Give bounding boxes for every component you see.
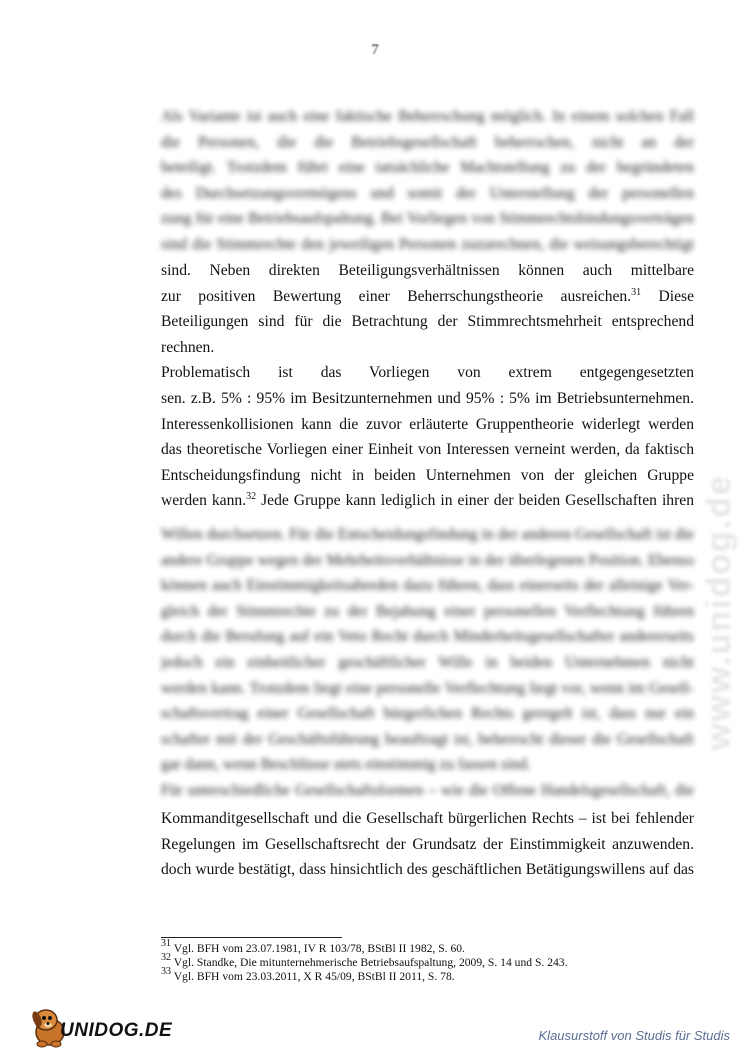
text-fragment: werden kann. <box>161 492 247 510</box>
text-line <box>161 488 694 514</box>
text-line: jedoch ein einheitlicher geschäftlicher Wille in beiden Unternehmen nicht <box>161 653 694 671</box>
footnote-number: 33 <box>161 966 171 978</box>
text-line: Regelungen im Gesellschaftsrecht der Grundsatz der Einstimmigkeit anzuwenden. <box>161 835 694 853</box>
text-fragment: zur positiven Bewertung einer Beherrschungstheorie ausreichen. <box>161 287 632 305</box>
text-fragment: Diese <box>658 287 694 305</box>
footnote-number: 31 <box>161 938 171 949</box>
tagline: Klausurstoff von Studis für Studis <box>538 1028 730 1043</box>
page-number: 7 <box>371 42 379 58</box>
footnote-text: Vgl. Standke, Die mitunternehmerische Betriebsaufspaltung, 2009, S. 14 und S. 243. <box>171 956 568 970</box>
footnote <box>161 952 701 970</box>
text-line: beteiligt. Trotzdem führt eine tatsächliche Machtstellung zu der begründeten <box>161 159 694 177</box>
text-line: Als Variante ist auch eine faktische Beherrschung möglich. In einem solchen Fall <box>161 108 694 125</box>
text-line: das theoretische Vorliegen einer Einheit von Interessen verneint werden, da faktisch <box>161 441 694 459</box>
text-line: sind die Stimmrechte den jeweiligen Personen zuzurechnen, die weisungsberechtigt <box>161 235 694 253</box>
watermark: www.unidog.de <box>700 474 738 750</box>
text-line: Beteiligungen sind für die Betrachtung der Stimmrechtsmehrheit entsprechend <box>161 313 694 331</box>
text-line: schafter mit der Geschäftsführung beauftragt ist, beherrscht dieser die Gesellschaft <box>161 730 694 748</box>
footnote-text: Vgl. BFH vom 23.03.2011, X R 45/09, BStBl II 2011, S. 78. <box>171 970 455 984</box>
footnote-ref[interactable]: 32 <box>246 491 257 503</box>
footnote <box>161 938 701 956</box>
text-line <box>161 284 694 310</box>
text-line: können auch Einstimmigkeitsabreden dazu führen, dass einerseits der alleinige Ver- <box>161 577 694 595</box>
text-line: durch die Berufung auf ein Veto Recht durch Minderheitsgesellschafter andererseits <box>161 628 694 646</box>
text-line: werden kann. Trotzdem liegt eine personelle Verflechtung liegt vor, wenn im Gesell- <box>161 679 694 697</box>
text-fragment: Jede Gruppe kann lediglich in einer der beiden Gesellschaften ihren <box>261 492 694 510</box>
text-line: die Personen, die die Betriebsgesellschaft beherrschen, nicht an der <box>161 133 694 151</box>
footnote-text: Vgl. BFH vom 23.07.1981, IV R 103/78, BStBl II 1982, S. 60. <box>171 942 465 955</box>
text-line: Interessenkollisionen kann die zuvor erläuterte Gruppentheorie widerlegt werden <box>161 415 694 433</box>
text-line: Kommanditgesellschaft und die Gesellschaft bürgerlichen Rechts – ist bei fehlender <box>161 810 694 827</box>
footnote-ref[interactable]: 31 <box>631 286 642 298</box>
text-line: andere Gruppe wegen der Mehrheitsverhältnisse in der überlegenen Position. Ebenso <box>161 551 694 569</box>
text-line: Für unterschiedliche Gesellschaftsformen – wie die Offene Handelsgesellschaft, die <box>161 781 694 799</box>
text-line: Willen durchsetzen. Für die Entscheidungsfindung in der anderen Gesellschaft ist die <box>161 526 694 543</box>
text-line: schaftsvertrag einer Gesellschaft bürgerlichen Rechts geregelt ist, dass nur ein <box>161 705 694 723</box>
text-line: gar dann, wenn Beschlüsse stets einstimmig zu fassen sind. <box>161 756 531 774</box>
text-line: des Durchsetzungsvermögens und somit der Unterstellung der personellen <box>161 184 694 202</box>
text-line: rechnen. <box>161 338 215 356</box>
text-line: sen. z.B. 5% : 95% im Besitzunternehmen und 95% : 5% im Betriebsunternehmen. <box>161 389 694 407</box>
footnotes <box>161 938 701 985</box>
logo-text[interactable]: UNIDOG.DE <box>60 1020 173 1041</box>
text-line: zung für eine Betriebsaufspaltung. Bei Vorliegen von Stimmrechtsbindungsverträgen <box>161 210 694 228</box>
blurred-paragraph-middle <box>161 522 694 804</box>
text-line: gleich der Stimmrechte zu der Bejahung einer personellen Verflechtung führen <box>161 602 694 620</box>
text-line: sind. Neben direkten Beteiligungsverhältnissen können auch mittelbare <box>161 262 694 279</box>
footnote-number: 32 <box>161 952 171 964</box>
body-paragraph <box>161 258 694 514</box>
blurred-paragraph-top <box>161 104 694 258</box>
body-paragraph-bottom <box>161 806 694 883</box>
text-line: doch wurde bestätigt, dass hinsichtlich des geschäftlichen Betätigungswillens auf das <box>161 861 694 879</box>
footnote-divider <box>161 937 342 938</box>
footnote <box>161 966 701 984</box>
text-line: Entscheidungsfindung nicht in beiden Unternehmen von der gleichen Gruppe <box>161 466 694 484</box>
text-line: Problematisch ist das Vorliegen von extrem entgegengesetzten <box>161 364 694 382</box>
dog-mascot-icon <box>31 1010 64 1047</box>
